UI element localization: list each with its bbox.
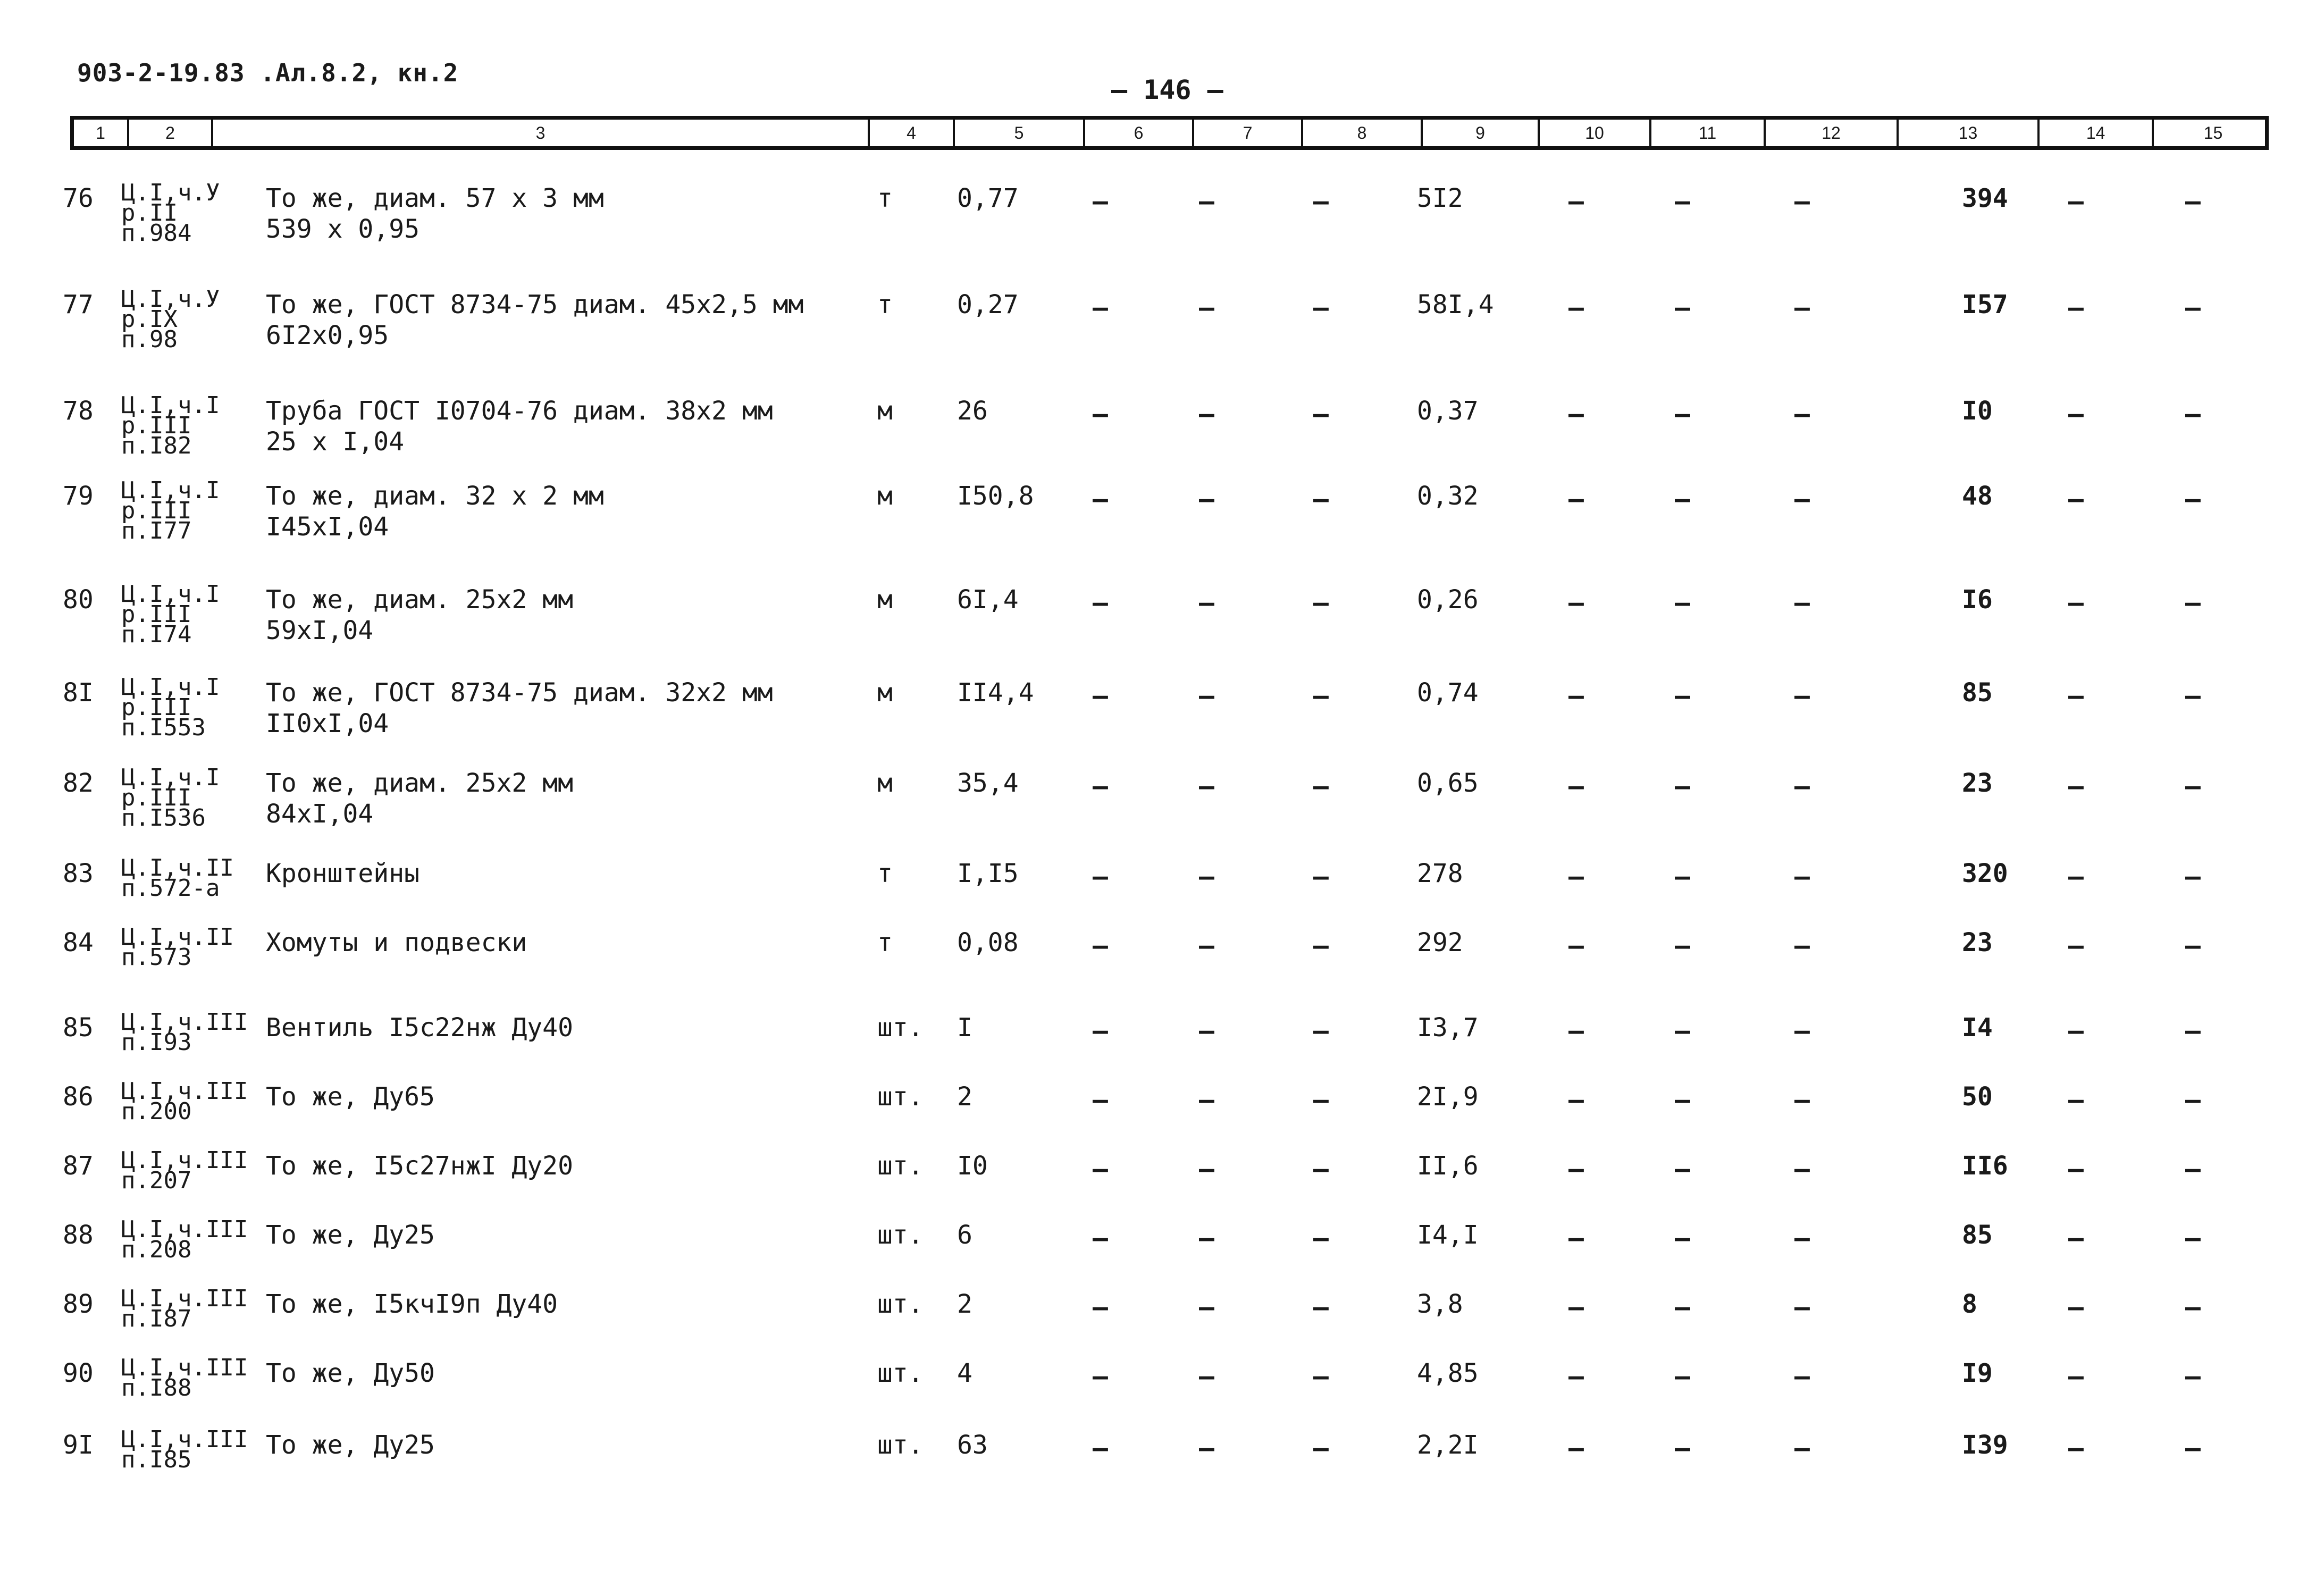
unit-cost: 0,65	[1417, 768, 1479, 798]
col-11: –	[1675, 399, 1690, 429]
col-7: –	[1199, 931, 1214, 961]
col-11: –	[1675, 1433, 1690, 1463]
row-number: 76	[63, 183, 94, 213]
col-15: –	[2185, 1154, 2201, 1184]
unit-cost: 0,37	[1417, 396, 1479, 426]
quantity: 0,77	[957, 183, 1019, 213]
col-8: –	[1313, 1292, 1329, 1322]
col-12: –	[1794, 771, 1810, 801]
col-8: –	[1313, 862, 1329, 892]
col-15: –	[2185, 862, 2201, 892]
column-header-12: 12	[1766, 120, 1899, 146]
col-6: –	[1093, 1362, 1108, 1391]
col-8: –	[1313, 771, 1329, 801]
row-number: 84	[63, 928, 94, 958]
col-7: –	[1199, 1154, 1214, 1184]
item-name-detail: I45хI,04	[266, 512, 389, 542]
col-14: –	[2068, 1154, 2084, 1184]
reference-line: п.200	[121, 1098, 192, 1125]
reference-line: р.IX	[121, 306, 178, 333]
reference-line: Ц.I,ч.III	[121, 1216, 248, 1243]
col-6: –	[1093, 1223, 1108, 1253]
col-12: –	[1794, 1362, 1810, 1391]
col-12: –	[1794, 1154, 1810, 1184]
col-7: –	[1199, 1085, 1214, 1115]
col-11: –	[1675, 681, 1690, 711]
col-15: –	[2185, 1362, 2201, 1391]
col-10: –	[1568, 187, 1584, 216]
quantity: 6I,4	[957, 585, 1019, 615]
item-name: То же, Ду50	[266, 1358, 435, 1388]
col-10: –	[1568, 293, 1584, 323]
reference-line: п.984	[121, 220, 192, 247]
item-name-detail: II0хI,04	[266, 709, 389, 738]
unit-cost: 5I2	[1417, 183, 1463, 213]
col-14: –	[2068, 1433, 2084, 1463]
unit: шт.	[877, 1151, 924, 1181]
col-7: –	[1199, 1362, 1214, 1391]
unit: м	[877, 585, 893, 615]
col-7: –	[1199, 399, 1214, 429]
reference-line: р.III	[121, 784, 192, 811]
col-6: –	[1093, 931, 1108, 961]
reference-line: р.II	[121, 199, 178, 226]
unit: м	[877, 481, 893, 511]
col-8: –	[1313, 187, 1329, 216]
row-number: 82	[63, 768, 94, 798]
total-cost: 320	[1962, 859, 2008, 888]
quantity: 26	[957, 396, 988, 426]
column-header-10: 10	[1540, 120, 1651, 146]
row-number: 89	[63, 1289, 94, 1319]
quantity: 0,08	[957, 928, 1019, 958]
reference-line: Ц.I,ч.I	[121, 674, 220, 701]
reference-line: п.I536	[121, 804, 206, 832]
col-6: –	[1093, 1292, 1108, 1322]
col-10: –	[1568, 1292, 1584, 1322]
col-7: –	[1199, 681, 1214, 711]
quantity: 6	[957, 1220, 972, 1250]
column-header-1: 1	[74, 120, 129, 146]
total-cost: 48	[1962, 481, 1993, 511]
reference-line: Ц.I,ч.III	[121, 1009, 248, 1036]
reference-line: Ц.I,ч.II	[121, 854, 234, 881]
col-10: –	[1568, 399, 1584, 429]
total-cost: II6	[1962, 1151, 2008, 1181]
unit-cost: 2I,9	[1417, 1082, 1479, 1112]
total-cost: I4	[1962, 1013, 1993, 1043]
column-header-13: 13	[1899, 120, 2040, 146]
item-name: То же, диам. 25х2 мм	[266, 585, 573, 615]
col-11: –	[1675, 862, 1690, 892]
total-cost: 85	[1962, 678, 1993, 708]
row-number: 77	[63, 290, 94, 320]
reference-line: п.I87	[121, 1305, 192, 1332]
unit: м	[877, 768, 893, 798]
col-6: –	[1093, 862, 1108, 892]
page-number: — 146 —	[1111, 74, 1223, 105]
table-row	[0, 581, 2324, 681]
col-8: –	[1313, 1016, 1329, 1046]
col-12: –	[1794, 1223, 1810, 1253]
col-10: –	[1568, 771, 1584, 801]
col-12: –	[1794, 187, 1810, 216]
col-11: –	[1675, 1292, 1690, 1322]
quantity: II4,4	[957, 678, 1034, 708]
col-14: –	[2068, 1362, 2084, 1391]
reference-line: п.98	[121, 326, 178, 353]
col-12: –	[1794, 862, 1810, 892]
col-14: –	[2068, 187, 2084, 216]
table-row	[0, 764, 2324, 864]
col-7: –	[1199, 1433, 1214, 1463]
row-number: 83	[63, 859, 94, 888]
col-11: –	[1675, 293, 1690, 323]
col-12: –	[1794, 931, 1810, 961]
reference-line: п.573	[121, 944, 192, 971]
col-7: –	[1199, 1223, 1214, 1253]
item-name: То же, диам. 32 х 2 мм	[266, 481, 604, 511]
column-header-7: 7	[1194, 120, 1303, 146]
item-name: Кронштейны	[266, 859, 420, 888]
unit: шт.	[877, 1013, 924, 1043]
reference-line: Ц.I,ч.III	[121, 1285, 248, 1312]
unit-cost: 58I,4	[1417, 290, 1494, 320]
reference-line: п.208	[121, 1236, 192, 1263]
reference-line: Ц.I,ч.III	[121, 1354, 248, 1381]
table-row	[0, 923, 2324, 1023]
col-7: –	[1199, 187, 1214, 216]
col-8: –	[1313, 931, 1329, 961]
total-cost: 50	[1962, 1082, 1993, 1112]
unit: шт.	[877, 1289, 924, 1319]
column-header-5: 5	[955, 120, 1085, 146]
item-name: То же, I5кчI9п Ду40	[266, 1289, 558, 1319]
item-name: Хомуты и подвески	[266, 928, 527, 958]
row-number: 9I	[63, 1430, 94, 1460]
col-14: –	[2068, 484, 2084, 514]
total-cost: I9	[1962, 1358, 1993, 1388]
column-header-3: 3	[213, 120, 870, 146]
col-10: –	[1568, 1085, 1584, 1115]
unit-cost: 0,32	[1417, 481, 1479, 511]
column-header-14: 14	[2040, 120, 2154, 146]
reference-line: Ц.I,ч.I	[121, 477, 220, 504]
col-14: –	[2068, 1016, 2084, 1046]
col-15: –	[2185, 931, 2201, 961]
col-12: –	[1794, 681, 1810, 711]
col-11: –	[1675, 588, 1690, 618]
quantity: 2	[957, 1082, 972, 1112]
col-14: –	[2068, 588, 2084, 618]
col-10: –	[1568, 1016, 1584, 1046]
col-6: –	[1093, 484, 1108, 514]
reference-line: п.I74	[121, 621, 192, 648]
col-15: –	[2185, 1292, 2201, 1322]
col-6: –	[1093, 588, 1108, 618]
quantity: I0	[957, 1151, 988, 1181]
item-name: То же, Ду65	[266, 1082, 435, 1112]
col-8: –	[1313, 399, 1329, 429]
reference-line: р.III	[121, 601, 192, 628]
reference-line: п.207	[121, 1167, 192, 1194]
item-name: Вентиль I5с22нж Ду40	[266, 1013, 573, 1043]
col-15: –	[2185, 681, 2201, 711]
quantity: 4	[957, 1358, 972, 1388]
col-6: –	[1093, 293, 1108, 323]
col-7: –	[1199, 1292, 1214, 1322]
reference-line: Ц.I,ч.III	[121, 1147, 248, 1174]
col-14: –	[2068, 862, 2084, 892]
item-name: То же, I5с27нжI Ду20	[266, 1151, 573, 1181]
reference-line: Ц.I,ч.I	[121, 392, 220, 419]
reference-line: Ц.I,ч.I	[121, 764, 220, 791]
unit-cost: 3,8	[1417, 1289, 1463, 1319]
col-12: –	[1794, 1085, 1810, 1115]
column-header-2: 2	[129, 120, 213, 146]
reference-line: Ц.I,ч.У	[121, 286, 220, 313]
reference-line: р.III	[121, 412, 192, 439]
reference-line: п.I88	[121, 1374, 192, 1401]
col-8: –	[1313, 681, 1329, 711]
col-8: –	[1313, 484, 1329, 514]
col-8: –	[1313, 1154, 1329, 1184]
unit-cost: 2,2I	[1417, 1430, 1479, 1460]
col-12: –	[1794, 484, 1810, 514]
col-6: –	[1093, 1433, 1108, 1463]
unit: т	[877, 928, 893, 958]
total-cost: I39	[1962, 1430, 2008, 1460]
unit: шт.	[877, 1082, 924, 1112]
item-name-detail: 59хI,04	[266, 616, 374, 645]
table-row	[0, 477, 2324, 577]
quantity: I	[957, 1013, 972, 1043]
unit: шт.	[877, 1358, 924, 1388]
unit: т	[877, 290, 893, 320]
quantity: I,I5	[957, 859, 1019, 888]
item-name: То же, Ду25	[266, 1430, 435, 1460]
item-name-detail: 25 х I,04	[266, 427, 405, 457]
col-11: –	[1675, 1223, 1690, 1253]
unit-cost: 278	[1417, 859, 1463, 888]
col-12: –	[1794, 1016, 1810, 1046]
reference-line: Ц.I,ч.III	[121, 1426, 248, 1453]
reference-line: п.572-а	[121, 875, 220, 902]
row-number: 79	[63, 481, 94, 511]
col-10: –	[1568, 1362, 1584, 1391]
col-15: –	[2185, 1085, 2201, 1115]
col-10: –	[1568, 931, 1584, 961]
column-header-4: 4	[870, 120, 955, 146]
col-15: –	[2185, 484, 2201, 514]
column-header-15: 15	[2203, 123, 2223, 142]
col-10: –	[1568, 1223, 1584, 1253]
quantity: 0,27	[957, 290, 1019, 320]
unit: шт.	[877, 1220, 924, 1250]
unit: м	[877, 678, 893, 708]
quantity: 35,4	[957, 768, 1019, 798]
col-7: –	[1199, 862, 1214, 892]
total-cost: I6	[1962, 585, 1993, 615]
col-11: –	[1675, 187, 1690, 216]
row-number: 85	[63, 1013, 94, 1043]
table-row	[0, 1426, 2324, 1526]
document-reference: 903-2-19.83 .Ал.8.2, кн.2	[77, 58, 459, 87]
reference-line: п.I93	[121, 1029, 192, 1056]
col-8: –	[1313, 293, 1329, 323]
row-number: 88	[63, 1220, 94, 1250]
table-row	[0, 286, 2324, 385]
unit: м	[877, 396, 893, 426]
reference-line: п.I85	[121, 1446, 192, 1473]
col-12: –	[1794, 1292, 1810, 1322]
reference-line: р.III	[121, 497, 192, 524]
col-15: –	[2185, 1016, 2201, 1046]
col-15: –	[2185, 293, 2201, 323]
col-11: –	[1675, 1085, 1690, 1115]
col-11: –	[1675, 1016, 1690, 1046]
col-14: –	[2068, 399, 2084, 429]
col-6: –	[1093, 771, 1108, 801]
table-row	[0, 392, 2324, 492]
table-row	[0, 179, 2324, 279]
col-8: –	[1313, 588, 1329, 618]
col-7: –	[1199, 588, 1214, 618]
item-name: То же, диам. 25х2 мм	[266, 768, 573, 798]
col-14: –	[2068, 1085, 2084, 1115]
col-12: –	[1794, 293, 1810, 323]
col-6: –	[1093, 399, 1108, 429]
item-name: То же, ГОСТ 8734-75 диам. 32х2 мм	[266, 678, 773, 708]
row-number: 78	[63, 396, 94, 426]
item-name: То же, ГОСТ 8734-75 диам. 45х2,5 мм	[266, 290, 804, 320]
reference-line: Ц.I,ч.III	[121, 1078, 248, 1105]
col-7: –	[1199, 1016, 1214, 1046]
unit: шт.	[877, 1430, 924, 1460]
unit-cost: 0,26	[1417, 585, 1479, 615]
col-8: –	[1313, 1433, 1329, 1463]
unit: т	[877, 183, 893, 213]
item-name: Труба ГОСТ I0704-76 диам. 38х2 мм	[266, 396, 773, 426]
quantity: 63	[957, 1430, 988, 1460]
col-10: –	[1568, 681, 1584, 711]
col-11: –	[1675, 1154, 1690, 1184]
column-header-9: 9	[1423, 120, 1540, 146]
col-12: –	[1794, 1433, 1810, 1463]
col-7: –	[1199, 484, 1214, 514]
reference-line: Ц.I,ч.У	[121, 179, 220, 206]
col-14: –	[2068, 931, 2084, 961]
col-10: –	[1568, 1433, 1584, 1463]
reference-line: Ц.I,ч.II	[121, 923, 234, 951]
table-row	[0, 674, 2324, 774]
total-cost: 23	[1962, 768, 1993, 798]
col-6: –	[1093, 1016, 1108, 1046]
quantity: 2	[957, 1289, 972, 1319]
total-cost: I57	[1962, 290, 2008, 320]
col-14: –	[2068, 681, 2084, 711]
col-6: –	[1093, 1085, 1108, 1115]
total-cost: I0	[1962, 396, 1993, 426]
col-8: –	[1313, 1223, 1329, 1253]
total-cost: 85	[1962, 1220, 1993, 1250]
row-number: 90	[63, 1358, 94, 1388]
col-14: –	[2068, 1223, 2084, 1253]
unit-cost: 292	[1417, 928, 1463, 958]
col-12: –	[1794, 588, 1810, 618]
item-name-detail: 6I2х0,95	[266, 321, 389, 350]
col-15: –	[2185, 771, 2201, 801]
item-name: То же, диам. 57 х 3 мм	[266, 183, 604, 213]
unit-cost: II,6	[1417, 1151, 1479, 1181]
col-15: –	[2185, 187, 2201, 216]
col-11: –	[1675, 1362, 1690, 1391]
col-7: –	[1199, 771, 1214, 801]
item-name: То же, Ду25	[266, 1220, 435, 1250]
reference-line: р.III	[121, 694, 192, 721]
unit-cost: I4,I	[1417, 1220, 1479, 1250]
col-8: –	[1313, 1362, 1329, 1391]
row-number: 8I	[63, 678, 94, 708]
col-8: –	[1313, 1085, 1329, 1115]
col-6: –	[1093, 1154, 1108, 1184]
item-name-detail: 84хI,04	[266, 799, 374, 829]
col-10: –	[1568, 862, 1584, 892]
col-15: –	[2185, 399, 2201, 429]
col-15: –	[2185, 1433, 2201, 1463]
total-cost: 394	[1962, 183, 2008, 213]
unit: т	[877, 859, 893, 888]
col-11: –	[1675, 931, 1690, 961]
row-number: 86	[63, 1082, 94, 1112]
col-15: –	[2185, 588, 2201, 618]
row-number: 80	[63, 585, 94, 615]
total-cost: 23	[1962, 928, 1993, 958]
reference-line: п.I553	[121, 714, 206, 741]
col-6: –	[1093, 187, 1108, 216]
total-cost: 8	[1962, 1289, 1977, 1319]
col-15: –	[2185, 1223, 2201, 1253]
column-header-8: 8	[1303, 120, 1423, 146]
col-14: –	[2068, 293, 2084, 323]
quantity: I50,8	[957, 481, 1034, 511]
col-7: –	[1199, 293, 1214, 323]
col-14: –	[2068, 1292, 2084, 1322]
col-14: –	[2068, 771, 2084, 801]
column-header-11: 11	[1651, 120, 1766, 146]
reference-line: Ц.I,ч.I	[121, 581, 220, 608]
col-11: –	[1675, 484, 1690, 514]
reference-line: п.I82	[121, 432, 192, 459]
item-name-detail: 539 х 0,95	[266, 214, 420, 244]
col-10: –	[1568, 588, 1584, 618]
unit-cost: I3,7	[1417, 1013, 1479, 1043]
col-10: –	[1568, 484, 1584, 514]
col-6: –	[1093, 681, 1108, 711]
col-10: –	[1568, 1154, 1584, 1184]
row-number: 87	[63, 1151, 94, 1181]
unit-cost: 0,74	[1417, 678, 1479, 708]
unit-cost: 4,85	[1417, 1358, 1479, 1388]
col-12: –	[1794, 399, 1810, 429]
col-11: –	[1675, 771, 1690, 801]
column-header-6: 6	[1085, 120, 1194, 146]
reference-line: п.I77	[121, 517, 192, 544]
